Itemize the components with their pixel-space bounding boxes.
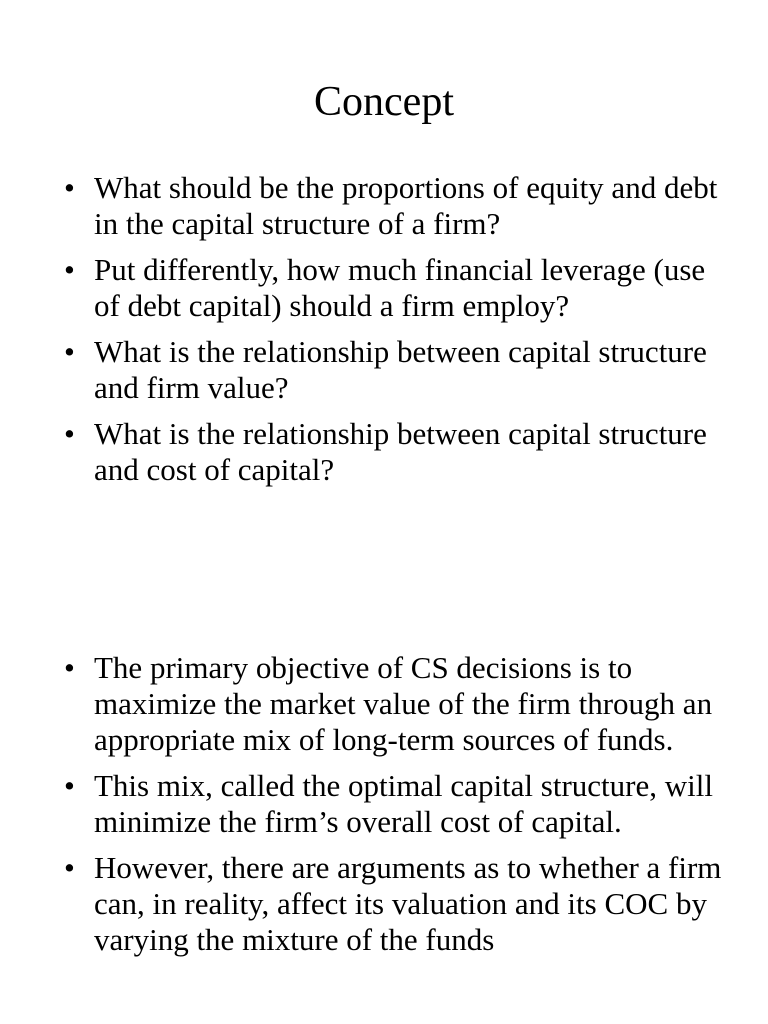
bullet-icon: • [64, 768, 75, 803]
bullet-text: What should be the proportions of equity and debt in the capital structure of a firm? [94, 170, 718, 241]
bullet-icon: • [64, 416, 75, 451]
bullet-item [64, 650, 734, 758]
bullet-icon: • [64, 170, 75, 205]
bullet-item [64, 252, 734, 324]
bullet-list-1 [64, 170, 734, 498]
bullet-text: However, there are arguments as to whether a firm can, in reality, affect its valuation and its COC by varying the mixture of the funds [94, 850, 722, 957]
bullet-text: What is the relationship between capital structure and firm value? [94, 334, 707, 405]
bullet-icon: • [64, 850, 75, 885]
bullet-text: What is the relationship between capital structure and cost of capital? [94, 416, 707, 487]
bullet-icon: • [64, 650, 75, 685]
bullet-text: This mix, called the optimal capital structure, will minimize the firm’s overall cost of capital. [94, 768, 713, 839]
page-title: Concept [314, 79, 454, 125]
bullet-item [64, 768, 734, 840]
bullet-icon: • [64, 252, 75, 287]
bullet-item [64, 850, 734, 958]
bullet-icon: • [64, 334, 75, 369]
bullet-item [64, 416, 734, 488]
bullet-text: Put differently, how much financial leverage (use of debt capital) should a firm employ? [94, 252, 706, 323]
bullet-list-2 [64, 650, 734, 968]
bullet-text: The primary objective of CS decisions is to maximize the market value of the firm through an appropriate mix of long-term sources of funds. [94, 650, 713, 757]
bullet-item [64, 334, 734, 406]
bullet-item [64, 170, 734, 242]
